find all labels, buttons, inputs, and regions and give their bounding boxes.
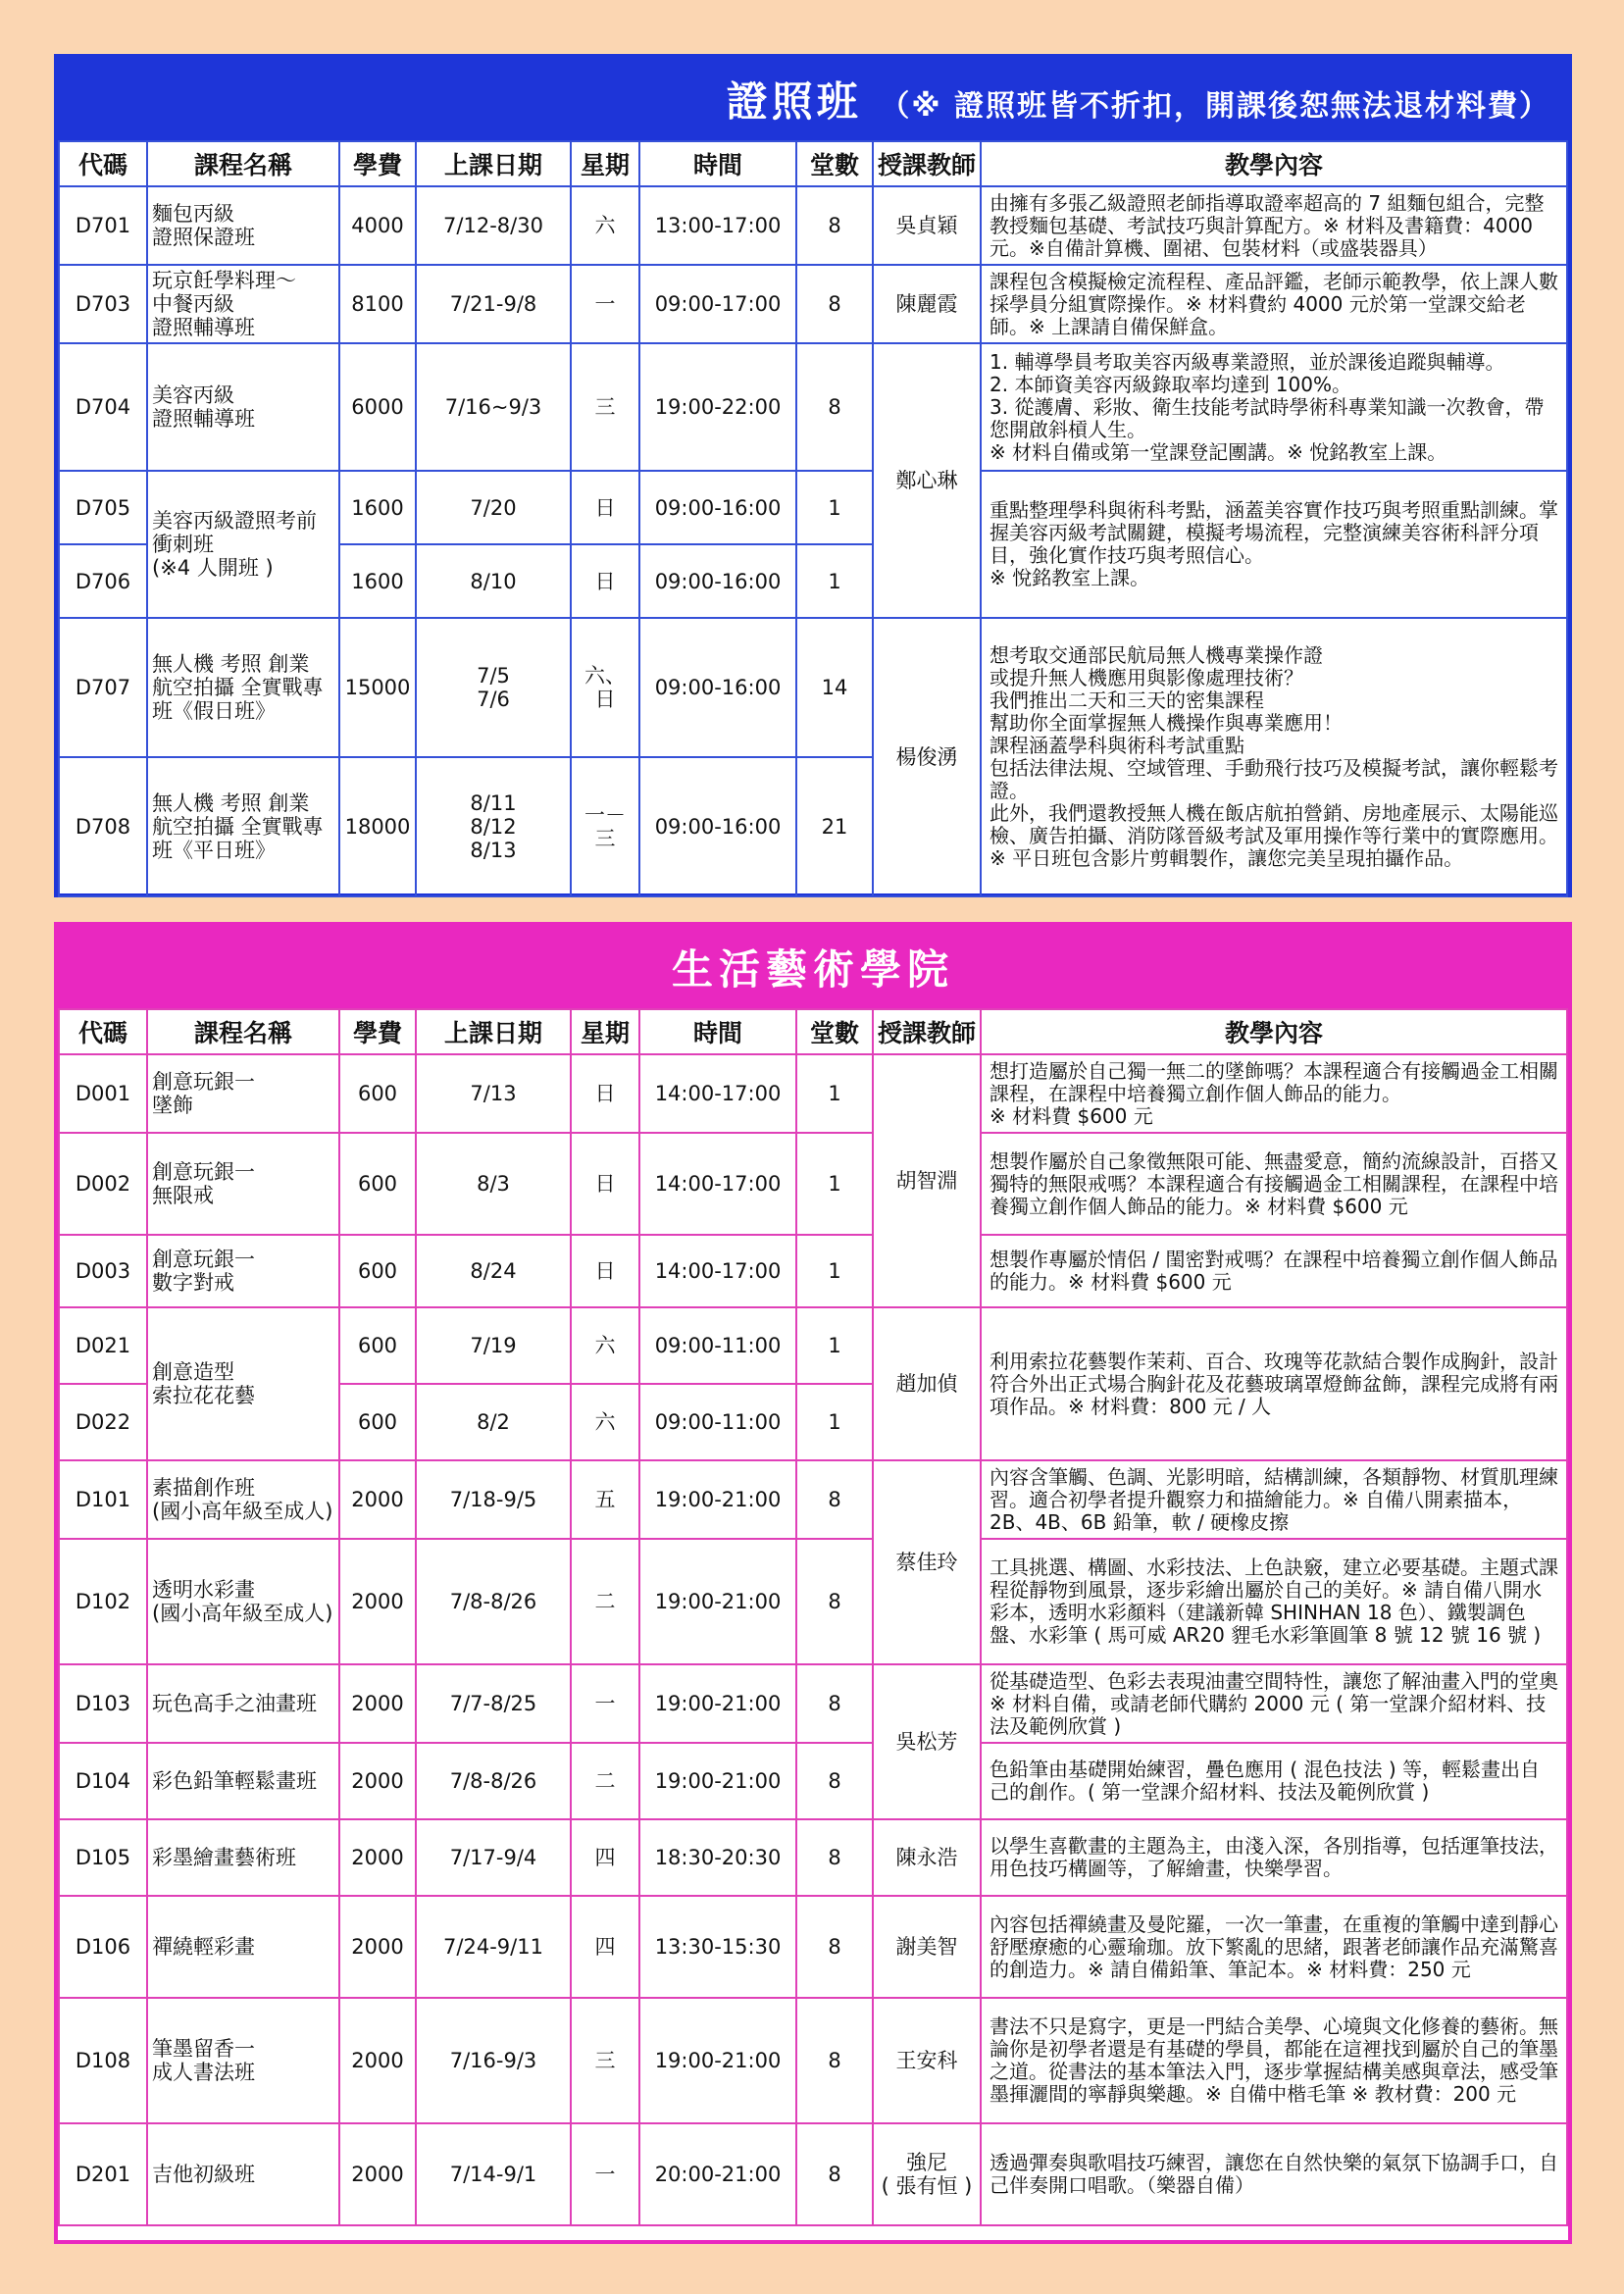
certificate-title: 證照班 [726,77,862,126]
course-day: 一－三 [571,757,639,896]
course-sessions: 8 [796,343,873,471]
header-content: 教學內容 [981,1009,1567,1054]
course-code: D102 [59,1539,147,1664]
course-teacher: 陳永浩 [873,1819,981,1896]
course-sessions: 1 [796,1384,873,1460]
course-fee: 600 [339,1133,416,1235]
table-row [59,186,1567,265]
course-teacher: 陳麗霞 [873,265,981,343]
course-teacher: 強尼 ( 張有恒 ) [873,2123,981,2225]
course-fee: 2000 [339,2123,416,2225]
course-content: 以學生喜歡畫的主題為主，由淺入深，各別指導，包括運筆技法，用色技巧構圖等，了解繪畫，快樂學習。 [981,1819,1567,1896]
course-day: 六、日 [571,618,639,757]
course-content: 想打造屬於自己獨一無二的墜飾嗎？本課程適合有接觸過金工相關課程，在課程中培養獨立創作個人飾品的能力。 ※ 材料費 $600 元 [981,1054,1567,1133]
course-teacher: 謝美智 [873,1896,981,1998]
course-date: 7/8-8/26 [416,1539,571,1664]
table-row [59,1896,1567,1998]
course-code: D101 [59,1460,147,1539]
course-content: 由擁有多張乙級證照老師指導取證率超高的 7 組麵包組合，完整教授麵包基礎、考試技巧與計算配方。※ 材料及書籍費：4000 元。※自備計算機、圍裙、包裝材料（或盛裝器具） [981,186,1567,265]
course-code: D701 [59,186,147,265]
course-name: 創意玩銀一 墜飾 [147,1054,339,1133]
course-code: D002 [59,1133,147,1235]
course-fee: 2000 [339,1896,416,1998]
table-row [59,1307,1567,1384]
course-name: 美容丙級證照考前 衝刺班 (※4 人開班 ) [147,471,339,618]
course-date: 7/16~9/3 [416,343,571,471]
course-code: D021 [59,1307,147,1384]
course-code: D001 [59,1054,147,1133]
course-fee: 2000 [339,1539,416,1664]
table-row [59,1460,1567,1539]
course-sessions: 8 [796,2123,873,2225]
life-arts-title: 生活藝術學院 [671,945,954,994]
certificate-note: （※ 證照班皆不折扣，開課後恕無法退材料費） [880,89,1550,124]
course-sessions: 8 [796,1743,873,1819]
course-day: 四 [571,1896,639,1998]
course-sessions: 8 [796,265,873,343]
course-sessions: 8 [796,1819,873,1896]
course-day: 二 [571,1539,639,1664]
course-sessions: 21 [796,757,873,896]
course-name: 吉他初級班 [147,2123,339,2225]
table-row [59,1539,1567,1664]
header-fee: 學費 [339,141,416,186]
course-teacher: 吳松芳 [873,1664,981,1819]
course-name: 無人機 考照 創業 航空拍攝 全實戰專 班《假日班》 [147,618,339,757]
course-time: 09:00-16:00 [639,757,796,896]
life-arts-table [58,1008,1568,2226]
course-day: 三 [571,343,639,471]
course-content: 想製作專屬於情侶 / 閨密對戒嗎？在課程中培養獨立創作個人飾品的能力。※ 材料費 $600 元 [981,1235,1567,1307]
course-date: 8/3 [416,1133,571,1235]
course-fee: 2000 [339,1743,416,1819]
table-row [59,1235,1567,1307]
course-time: 13:30-15:30 [639,1896,796,1998]
course-fee: 15000 [339,618,416,757]
course-teacher: 鄭心琳 [873,343,981,618]
course-time: 19:00-21:00 [639,1539,796,1664]
table-header [59,141,1567,186]
course-content: 重點整理學科與術科考點，涵蓋美容實作技巧與考照重點訓練。掌握美容丙級考試關鍵，模擬考場流程，完整演練美容術科評分項目，強化實作技巧與考照信心。 ※ 悅銘教室上課。 [981,471,1567,618]
course-time: 14:00-17:00 [639,1235,796,1307]
course-day: 日 [571,1054,639,1133]
course-sessions: 1 [796,471,873,544]
course-time: 09:00-16:00 [639,471,796,544]
course-time: 14:00-17:00 [639,1054,796,1133]
course-sessions: 1 [796,1235,873,1307]
course-code: D706 [59,544,147,618]
course-day: 日 [571,1133,639,1235]
table-row [59,1819,1567,1896]
table-row [59,265,1567,343]
course-sessions: 8 [796,1998,873,2123]
course-date: 8/24 [416,1235,571,1307]
course-code: D104 [59,1743,147,1819]
course-code: D106 [59,1896,147,1998]
course-time: 14:00-17:00 [639,1133,796,1235]
course-code: D703 [59,265,147,343]
course-name: 禪繞輕彩畫 [147,1896,339,1998]
course-teacher: 吳貞穎 [873,186,981,265]
course-time: 19:00-22:00 [639,343,796,471]
course-fee: 600 [339,1054,416,1133]
header-date: 上課日期 [416,1009,571,1054]
course-date: 7/20 [416,471,571,544]
course-sessions: 1 [796,544,873,618]
header-sessions: 堂數 [796,1009,873,1054]
certificate-banner [58,58,1568,140]
course-code: D704 [59,343,147,471]
course-fee: 2000 [339,1460,416,1539]
table-row [59,343,1567,471]
certificate-section [54,54,1572,897]
course-teacher: 蔡佳玲 [873,1460,981,1664]
course-sessions: 1 [796,1133,873,1235]
certificate-table [58,140,1568,897]
header-time: 時間 [639,141,796,186]
header-sessions: 堂數 [796,141,873,186]
course-day: 日 [571,471,639,544]
course-date: 7/7-8/25 [416,1664,571,1743]
course-content: 想考取交通部民航局無人機專業操作證 或提升無人機應用與影像處理技術？ 我們推出二天和三天的密集課程 幫助你全面掌握無人機操作與專業應用！ 課程涵蓋學科與術科考試重點 包括法律法規、空域管理、手動飛行技巧及模擬考試，讓你輕鬆考證。 此外，我們還教授無人機在飯店航拍營銷、房地產展示、太陽能巡檢、廣告拍攝、消防隊晉級考試及軍用操作等行業中的實際應用。 ※ 平日班包含影片剪輯製作，讓您完美呈現拍攝作品。 [981,618,1567,896]
course-content: 1. 輔導學員考取美容丙級專業證照，並於課後追蹤與輔導。 2. 本師資美容丙級錄取率均達到 100%。 3. 從護膚、彩妝、衛生技能考試時學術科專業知識一次教會，帶您開啟斜槓人生。 ※ 材料自備或第一堂課登記團講。※ 悅銘教室上課。 [981,343,1567,471]
course-code: D708 [59,757,147,896]
header-teacher: 授課教師 [873,1009,981,1054]
course-code: D707 [59,618,147,757]
table-row [59,1998,1567,2123]
course-date: 7/5 7/6 [416,618,571,757]
course-date: 7/8-8/26 [416,1743,571,1819]
course-code: D105 [59,1819,147,1896]
course-time: 09:00-17:00 [639,265,796,343]
course-code: D022 [59,1384,147,1460]
life-arts-banner [58,926,1568,1008]
course-fee: 600 [339,1384,416,1460]
course-day: 三 [571,1998,639,2123]
course-sessions: 8 [796,1664,873,1743]
course-name: 玩京飪學料理～ 中餐丙級 證照輔導班 [147,265,339,343]
course-teacher: 王安科 [873,1998,981,2123]
course-date: 7/18-9/5 [416,1460,571,1539]
course-time: 13:00-17:00 [639,186,796,265]
course-date: 8/11 8/12 8/13 [416,757,571,896]
course-time: 19:00-21:00 [639,1998,796,2123]
course-day: 六 [571,1384,639,1460]
course-date: 7/19 [416,1307,571,1384]
course-fee: 6000 [339,343,416,471]
course-date: 7/12-8/30 [416,186,571,265]
table-row [59,1054,1567,1133]
course-name: 彩墨繪畫藝術班 [147,1819,339,1896]
course-time: 09:00-16:00 [639,544,796,618]
table-row [59,1664,1567,1743]
course-name: 玩色高手之油畫班 [147,1664,339,1743]
table-row [59,1133,1567,1235]
course-name: 麵包丙級 證照保證班 [147,186,339,265]
course-date: 7/21-9/8 [416,265,571,343]
table-row [59,618,1567,757]
course-sessions: 8 [796,1460,873,1539]
header-date: 上課日期 [416,141,571,186]
course-name: 美容丙級 證照輔導班 [147,343,339,471]
course-content: 內容包括禪繞畫及曼陀羅，一次一筆畫，在重複的筆觸中達到靜心舒壓療癒的心靈瑜珈。放下繁亂的思緒，跟著老師讓作品充滿驚喜的創造力。※ 請自備鉛筆、筆記本。※ 材料費：250 元 [981,1896,1567,1998]
header-day: 星期 [571,1009,639,1054]
table-row [59,471,1567,544]
course-date: 8/2 [416,1384,571,1460]
course-time: 09:00-16:00 [639,618,796,757]
course-name: 無人機 考照 創業 航空拍攝 全實戰專 班《平日班》 [147,757,339,896]
course-day: 五 [571,1460,639,1539]
course-time: 20:00-21:00 [639,2123,796,2225]
course-day: 六 [571,186,639,265]
course-name: 素描創作班 (國小高年級至成人) [147,1460,339,1539]
table-row [59,1743,1567,1819]
course-content: 書法不只是寫字，更是一門結合美學、心境與文化修養的藝術。無論你是初學者還是有基礎的學員，都能在這裡找到屬於自己的筆墨之道。從書法的基本筆法入門，逐步掌握結構美感與章法，感受筆墨揮灑間的寧靜與樂趣。※ 自備中楷毛筆 ※ 教材費：200 元 [981,1998,1567,2123]
course-code: D108 [59,1998,147,2123]
header-name: 課程名稱 [147,1009,339,1054]
life-arts-section [54,922,1572,2244]
course-sessions: 1 [796,1307,873,1384]
course-content: 透過彈奏與歌唱技巧練習，讓您在自然快樂的氣氛下協調手口，自己伴奏開口唱歌。（樂器自備） [981,2123,1567,2225]
header-code: 代碼 [59,141,147,186]
course-teacher: 楊俊湧 [873,618,981,896]
course-code: D201 [59,2123,147,2225]
course-day: 一 [571,265,639,343]
course-teacher: 胡智淵 [873,1054,981,1307]
course-time: 09:00-11:00 [639,1384,796,1460]
course-name: 筆墨留香一 成人書法班 [147,1998,339,2123]
course-date: 8/10 [416,544,571,618]
course-sessions: 1 [796,1054,873,1133]
course-content: 工具挑選、構圖、水彩技法、上色訣竅，建立必要基礎。主題式課程從靜物到風景，逐步彩繪出屬於自己的美好。※ 請自備八開水彩本，透明水彩顏料（建議新韓 SHINHAN 18 色）、鐵製調色盤、水彩筆 ( 馬可威 AR20 貍毛水彩筆圓筆 8 號 12 號 16 號 ) [981,1539,1567,1664]
course-name: 透明水彩畫 (國小高年級至成人) [147,1539,339,1664]
course-fee: 2000 [339,1819,416,1896]
header-code: 代碼 [59,1009,147,1054]
course-content: 色鉛筆由基礎開始練習，疊色應用 ( 混色技法 ) 等，輕鬆畫出自己的創作。( 第一堂課介紹材料、技法及範例欣賞 ) [981,1743,1567,1819]
course-fee: 600 [339,1307,416,1384]
course-fee: 2000 [339,1664,416,1743]
header-time: 時間 [639,1009,796,1054]
header-name: 課程名稱 [147,141,339,186]
course-content: 課程包含模擬檢定流程程、產品評鑑，老師示範教學，依上課人數採學員分組實際操作。※ 材料費約 4000 元於第一堂課交給老師。※ 上課請自備保鮮盒。 [981,265,1567,343]
course-fee: 1600 [339,544,416,618]
header-day: 星期 [571,141,639,186]
course-teacher: 趙加偵 [873,1307,981,1460]
course-content: 利用索拉花藝製作茉莉、百合、玫瑰等花款結合製作成胸針，設計符合外出正式場合胸針花及花藝玻璃罩燈飾盆飾，課程完成將有兩項作品。※ 材料費：800 元 / 人 [981,1307,1567,1460]
course-date: 7/16-9/3 [416,1998,571,2123]
course-time: 19:00-21:00 [639,1460,796,1539]
course-date: 7/24-9/11 [416,1896,571,1998]
course-sessions: 8 [796,186,873,265]
header-fee: 學費 [339,1009,416,1054]
table-row [59,2123,1567,2225]
course-day: 一 [571,1664,639,1743]
header-teacher: 授課教師 [873,141,981,186]
course-name: 創意造型 索拉花花藝 [147,1307,339,1460]
table-header [59,1009,1567,1054]
course-name: 創意玩銀一 數字對戒 [147,1235,339,1307]
course-name: 彩色鉛筆輕鬆畫班 [147,1743,339,1819]
course-time: 18:30-20:30 [639,1819,796,1896]
course-date: 7/13 [416,1054,571,1133]
course-day: 二 [571,1743,639,1819]
course-time: 19:00-21:00 [639,1664,796,1743]
course-code: D705 [59,471,147,544]
course-time: 19:00-21:00 [639,1743,796,1819]
course-date: 7/14-9/1 [416,2123,571,2225]
course-content: 內容含筆觸、色調、光影明暗，結構訓練，各類靜物、材質肌理練習。適合初學者提升觀察力和描繪能力。※ 自備八開素描本，2B、4B、6B 鉛筆，軟 / 硬橡皮擦 [981,1460,1567,1539]
course-day: 日 [571,1235,639,1307]
course-code: D003 [59,1235,147,1307]
course-day: 六 [571,1307,639,1384]
course-fee: 2000 [339,1998,416,2123]
course-sessions: 14 [796,618,873,757]
course-content: 想製作屬於自己象徵無限可能、無盡愛意，簡約流線設計，百搭又獨特的無限戒嗎？本課程適合有接觸過金工相關課程，在課程中培養獨立創作個人飾品的能力。※ 材料費 $600 元 [981,1133,1567,1235]
course-date: 7/17-9/4 [416,1819,571,1896]
course-fee: 18000 [339,757,416,896]
course-day: 日 [571,544,639,618]
course-sessions: 8 [796,1896,873,1998]
course-day: 一 [571,2123,639,2225]
course-fee: 4000 [339,186,416,265]
header-content: 教學內容 [981,141,1567,186]
course-time: 09:00-11:00 [639,1307,796,1384]
course-name: 創意玩銀一 無限戒 [147,1133,339,1235]
course-fee: 1600 [339,471,416,544]
course-fee: 8100 [339,265,416,343]
course-day: 四 [571,1819,639,1896]
course-content: 從基礎造型、色彩去表現油畫空間特性，讓您了解油畫入門的堂奧 ※ 材料自備，或請老師代購約 2000 元 ( 第一堂課介紹材料、技法及範例欣賞 ) [981,1664,1567,1743]
course-code: D103 [59,1664,147,1743]
course-fee: 600 [339,1235,416,1307]
course-sessions: 8 [796,1539,873,1664]
